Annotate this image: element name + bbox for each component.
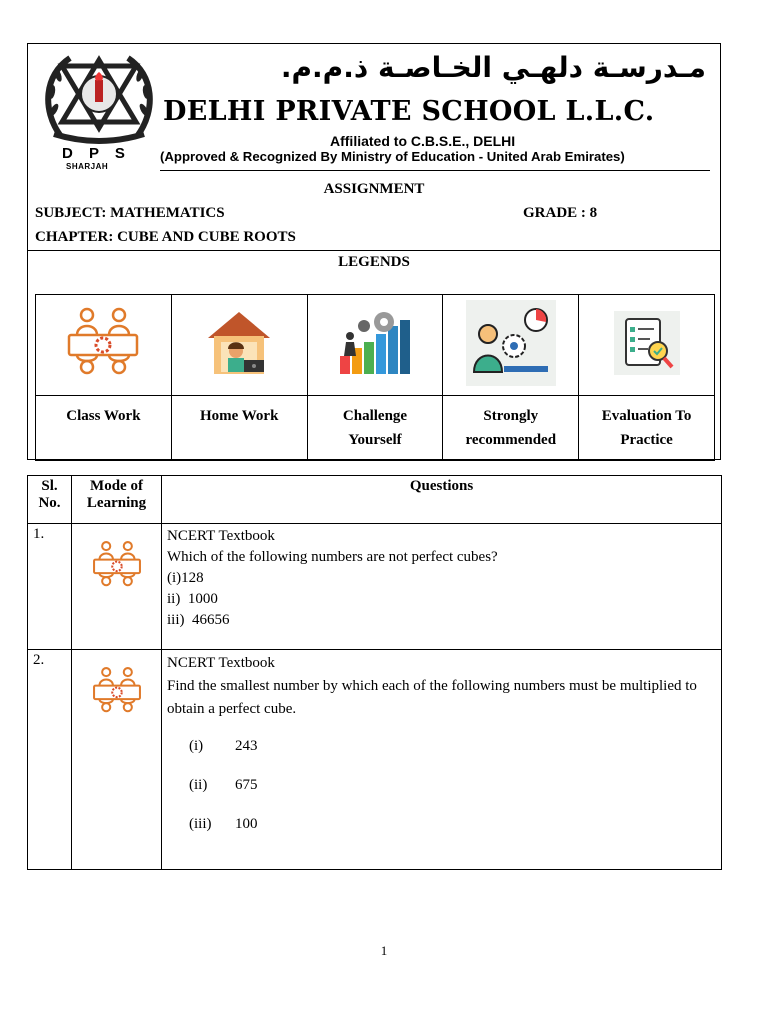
affiliation-text: Affiliated to C.B.S.E., DELHI xyxy=(330,133,516,149)
header-divider xyxy=(160,170,710,171)
legend-cell-class-work xyxy=(36,295,172,396)
legend-label-evaluation: Evaluation To Practice xyxy=(579,396,715,461)
school-name: DELHI PRIVATE SCHOOL L.L.C. xyxy=(163,96,655,127)
option-item: (ii) 675 xyxy=(189,777,258,793)
legend-cell-evaluation xyxy=(579,295,715,396)
option-item: (iii) 100 xyxy=(189,816,258,832)
question-text: Which of the following numbers are not perfect cubes? xyxy=(167,549,498,565)
subject-label: SUBJECT: MATHEMATICS xyxy=(35,205,225,221)
grade-label: GRADE : 8 xyxy=(523,205,598,221)
approval-text: (Approved & Recognized By Ministry of Education - United Arab Emirates) xyxy=(160,149,625,164)
column-header-questions: Questions xyxy=(162,476,722,524)
mode-cell xyxy=(72,524,162,650)
legend-label-class-work: Class Work xyxy=(36,396,172,461)
logo-subtext: SHARJAH xyxy=(66,162,109,171)
arabic-school-name: مـدرسـة دلهـي الخـاصـة ذ.م.م. xyxy=(280,51,706,84)
option-item: ii) 1000 xyxy=(167,591,218,607)
evaluation-icon xyxy=(614,311,680,375)
legend-cell-home-work xyxy=(171,295,307,396)
question-text-cell xyxy=(162,650,722,870)
question-text-cell xyxy=(162,524,722,650)
column-header-sl-no: Sl. No. xyxy=(28,476,72,524)
logo-text: D P S xyxy=(62,145,131,162)
option-item: (i)128 xyxy=(167,570,204,586)
legends-table xyxy=(35,294,715,461)
challenge-yourself-icon xyxy=(334,308,416,378)
column-header-mode: Mode of Learning xyxy=(72,476,162,524)
chapter-label: CHAPTER: CUBE AND CUBE ROOTS xyxy=(35,229,296,245)
row-number: 2. xyxy=(28,650,72,870)
class-work-icon xyxy=(90,662,144,720)
assignment-title: ASSIGNMENT xyxy=(323,181,425,197)
questions-table xyxy=(27,475,722,870)
legends-title: LEGENDS xyxy=(338,254,410,270)
mode-cell xyxy=(72,650,162,870)
strongly-recommended-icon xyxy=(466,300,556,386)
question-source: NCERT Textbook xyxy=(167,655,275,671)
legend-label-strongly-recommended: Strongly recommended xyxy=(443,396,579,461)
question-text: Find the smallest number by which each of the following numbers must be multiplied to obtain a perfect cube. xyxy=(167,678,697,717)
option-item: iii) 46656 xyxy=(167,612,230,628)
legend-cell-challenge-yourself xyxy=(307,295,443,396)
question-row xyxy=(28,524,722,650)
class-work-icon xyxy=(63,303,143,383)
question-row xyxy=(28,650,722,870)
question-source: NCERT Textbook xyxy=(167,528,275,544)
row-number: 1. xyxy=(28,524,72,650)
legend-label-challenge-yourself: Challenge Yourself xyxy=(307,396,443,461)
legend-label-home-work: Home Work xyxy=(171,396,307,461)
legend-cell-strongly-recommended xyxy=(443,295,579,396)
home-work-icon xyxy=(204,308,274,378)
class-work-icon xyxy=(90,536,144,594)
page-number: 1 xyxy=(380,943,388,958)
option-item: (i) 243 xyxy=(189,738,258,754)
